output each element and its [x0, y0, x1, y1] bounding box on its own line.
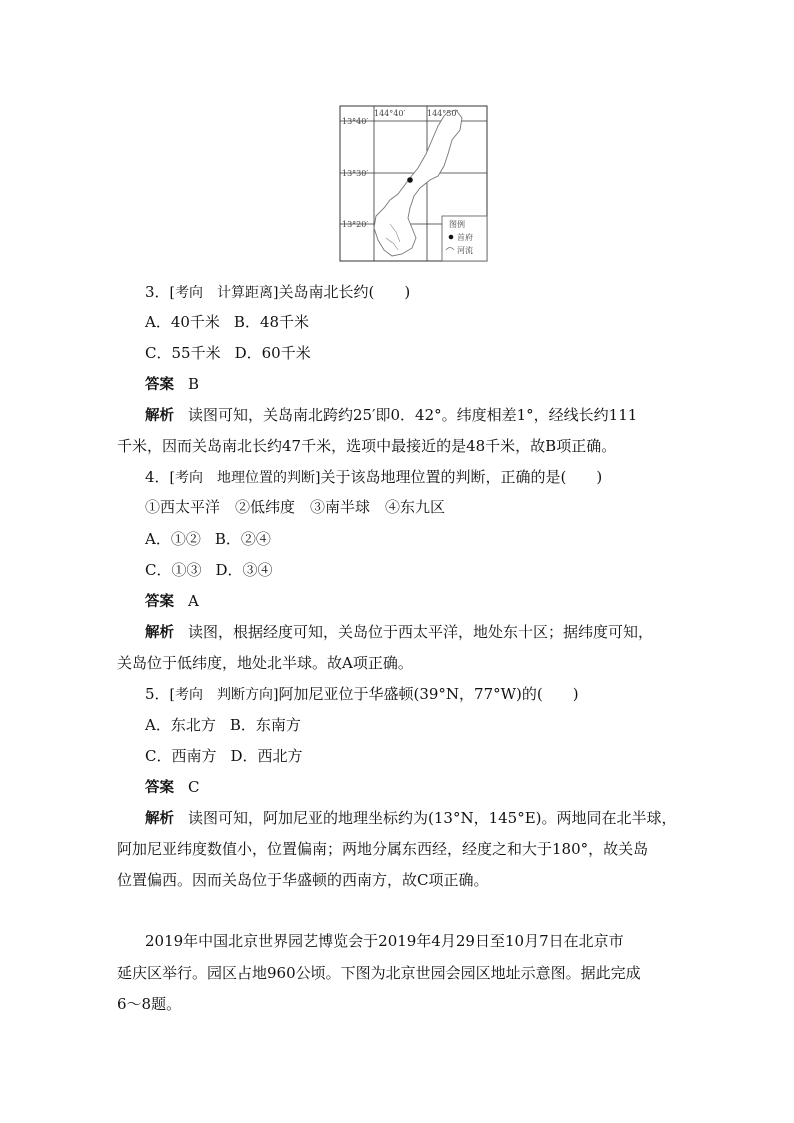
q4-analysis-label: 解析: [145, 625, 174, 641]
q3-option-b: B．48千米: [233, 313, 310, 331]
q5-answer-value: C: [188, 778, 200, 796]
legend-title: 图例: [449, 220, 465, 229]
q4-number: 4．: [145, 468, 170, 486]
legend-capital-symbol: [449, 235, 454, 240]
lat-label-1320: 13°20′: [342, 220, 369, 229]
q3-answer-line: [145, 373, 199, 396]
q5-option-a: A．东北方: [145, 716, 216, 734]
q3-analysis-line-2: 千米，因而关岛南北长约47千米，选项中最接近的是48千米，故B项正确。: [117, 437, 617, 455]
q4-option-a: A．①②: [145, 530, 201, 548]
q3-options-cd: [145, 342, 311, 364]
q4-options-ab: [145, 528, 271, 550]
lon-label-14450: 144°50′: [427, 109, 459, 118]
q5-analysis-line-3: 位置偏西。因而关岛位于华盛顿的西南方，故C项正确。: [117, 871, 489, 889]
q4-analysis-text-1: 读图，根据经度可知，关岛位于西太平洋，地处东十区；据纬度可知，: [188, 623, 654, 641]
q3-option-d: D．60千米: [234, 344, 311, 362]
q5-options-ab: [145, 714, 301, 736]
q3-stem: 关岛南北长约( ): [278, 283, 411, 301]
guam-map: [338, 104, 490, 264]
q3-tag: [考向 计算距离]: [169, 285, 279, 301]
legend-river-label: 河流: [457, 246, 473, 255]
q3-options-ab: [145, 311, 309, 333]
q5-option-b: B．东南方: [229, 716, 301, 734]
q5-analysis-line-2: 阿加尼亚纬度数值小，位置偏南；两地分属东西经，经度之和大于180°，故关岛: [117, 840, 649, 858]
q3-answer-value: B: [188, 375, 200, 393]
q5-number: 5．: [145, 685, 170, 703]
q4-option-b: B．②④: [214, 530, 271, 548]
q4-analysis-line-2: 关岛位于低纬度，地处北半球。故A项正确。: [117, 654, 413, 672]
q5-option-c: C．西南方: [145, 747, 217, 765]
q3-analysis-line-1: [145, 404, 637, 427]
q4-option-c: C．①③: [145, 561, 202, 579]
lon-label-14440: 144°40′: [374, 109, 406, 118]
q5-analysis-label: 解析: [145, 811, 174, 827]
q3-analysis-text-1: 读图可知，关岛南北跨约25′即0．42°。纬度相差1°，经线长约111: [188, 406, 638, 424]
q5-tag: [考向 判断方向]: [169, 687, 279, 703]
q3-analysis-label: 解析: [145, 408, 174, 424]
q5-answer-line: [145, 776, 199, 799]
q3-option-a: A．40千米: [145, 313, 220, 331]
q4-analysis-line-1: [145, 621, 653, 644]
q4-stem-line: [145, 466, 602, 489]
q4-tag: [考向 地理位置的判断]: [169, 470, 321, 486]
q5-answer-label: 答案: [145, 780, 174, 796]
q5-analysis-text-1: 读图可知，阿加尼亚的地理坐标约为(13°N，145°E)。两地同在北半球，: [188, 809, 677, 827]
q4-options-cd: [145, 559, 273, 581]
intro-line-1: 2019年中国北京世界园艺博览会于2019年4月29日至10月7日在北京市: [145, 932, 624, 950]
q5-options-cd: [145, 745, 303, 767]
q3-answer-label: 答案: [145, 377, 174, 393]
intro-line-2: 延庆区举行。园区占地960公顷。下图为北京世园会园区地址示意图。据此完成: [117, 964, 641, 982]
q4-items: ①西太平洋 ②低纬度 ③南半球 ④东九区: [145, 498, 446, 516]
capital-point: [407, 177, 413, 183]
q4-answer-label: 答案: [145, 594, 174, 610]
q4-stem: 关于该岛地理位置的判断，正确的是( ): [320, 468, 603, 486]
guam-map-figure: [338, 104, 490, 264]
q5-stem-line: [145, 683, 579, 706]
intro-line-3: 6～8题。: [117, 995, 182, 1013]
q3-number: 3．: [145, 283, 170, 301]
q4-answer-value: A: [188, 592, 199, 610]
q4-answer-line: [145, 590, 199, 613]
q3-stem-line: [145, 281, 410, 304]
q5-stem: 阿加尼亚位于华盛顿(39°N，77°W)的( ): [278, 685, 579, 703]
lat-label-1330: 13°30′: [342, 169, 369, 178]
lat-label-1340: 13°40′: [342, 117, 369, 126]
q4-option-d: D．③④: [215, 561, 273, 579]
q5-option-d: D．西北方: [230, 747, 303, 765]
q3-option-c: C．55千米: [145, 344, 221, 362]
q5-analysis-line-1: [145, 807, 677, 830]
legend-capital-label: 首府: [457, 233, 473, 242]
